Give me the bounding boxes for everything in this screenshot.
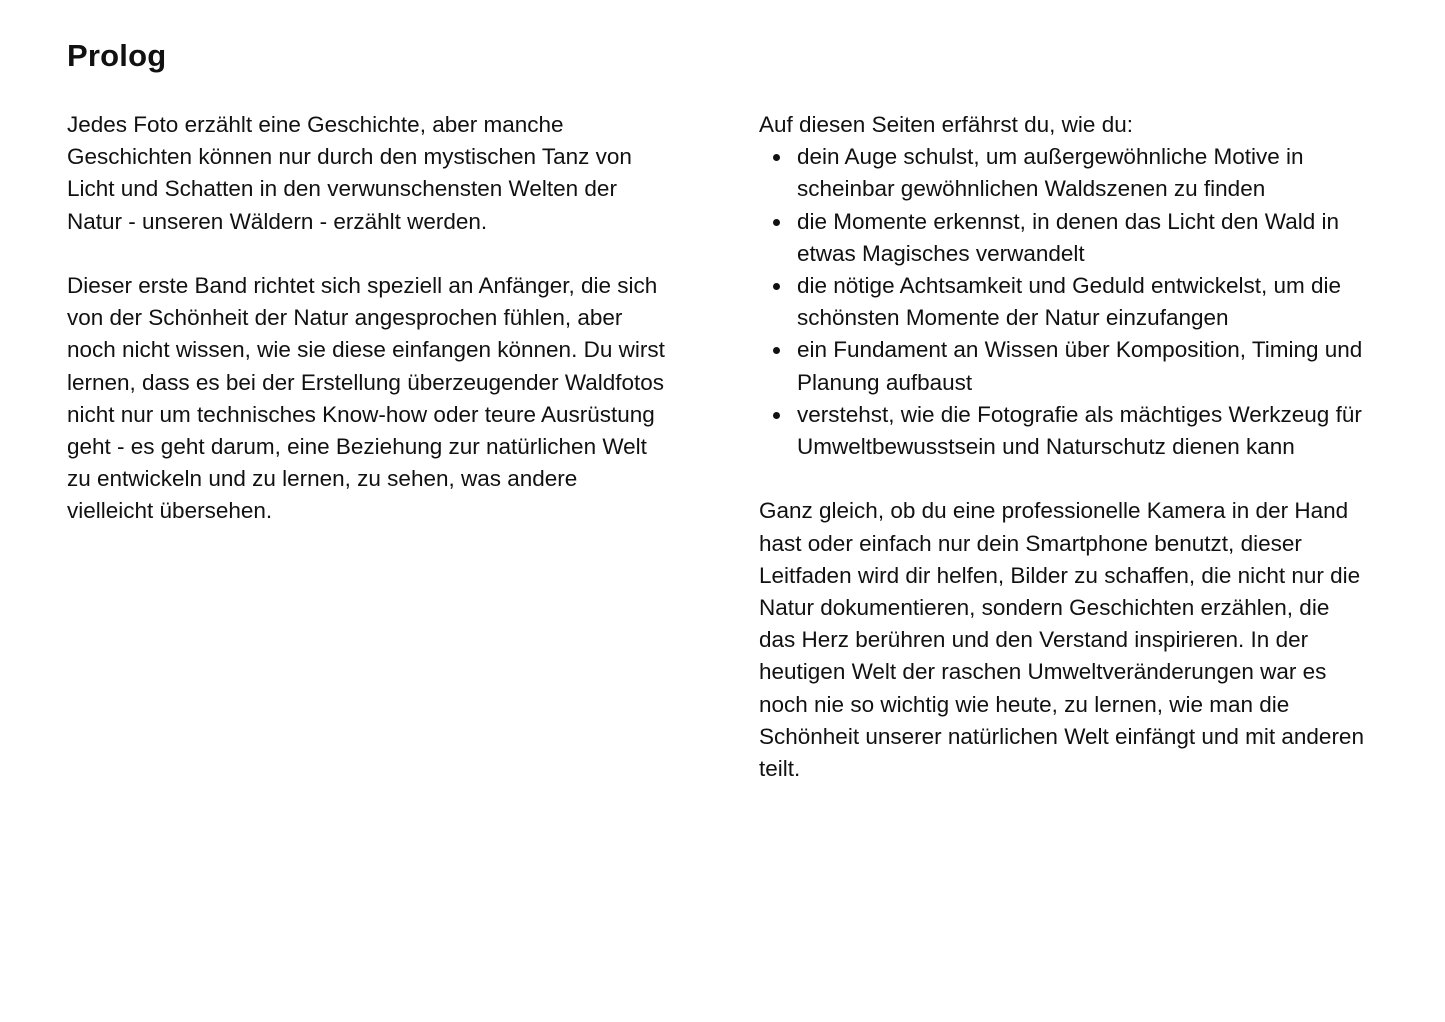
closing-paragraph: Ganz gleich, ob du eine professionelle Kamera in der Hand hast oder einfach nur dein Smartphone benutzt, dieser Leitfaden wird dir helfen, Bilder zu schaffen, die nicht nur die Natur dokumentieren, sondern Geschichten erzählen, die das Herz berühren und den Verstand inspirieren. In der heutigen Welt der raschen Umweltveränderungen war es noch nie so wichtig wie heute, zu lernen, wie man die Schönheit unserer natürlichen Welt einfängt und mit anderen teilt. [759, 498, 1364, 782]
list-item: ein Fundament an Wissen über Komposition, Timing und Planung aufbaust [797, 334, 1369, 398]
paragraph-spacer [67, 238, 667, 270]
list-item: dein Auge schulst, um außergewöhnliche Motive in scheinbar gewöhnlichen Waldszenen zu finden [797, 141, 1369, 205]
audience-paragraph: Dieser erste Band richtet sich speziell an Anfänger, die sich von der Schönheit der Natur angesprochen fühlen, aber noch nicht wissen, wie sie diese einfangen können. Du wirst lernen, dass es bei der Erstellung überzeugender Waldfotos nicht nur um technisches Know-how oder teure Ausrüstung geht - es geht darum, eine Beziehung zur natürlichen Welt zu entwickeln und zu lernen, zu sehen, was andere vielleicht übersehen. [67, 273, 665, 524]
list-item: die nötige Achtsamkeit und Geduld entwickelst, um die schönsten Momente der Natur einzufangen [797, 270, 1369, 334]
intro-paragraph: Jedes Foto erzählt eine Geschichte, aber manche Geschichten können nur durch den mystischen Tanz von Licht und Schatten in den verwunschensten Welten der Natur - unseren Wäldern - erzählt werden. [67, 112, 632, 234]
right-column [759, 109, 1369, 785]
list-item: verstehst, wie die Fotografie als mächtiges Werkzeug für Umweltbewusstsein und Naturschutz dienen kann [797, 399, 1369, 463]
list-item: die Momente erkennst, in denen das Licht den Wald in etwas Magisches verwandelt [797, 206, 1369, 270]
left-column [67, 109, 667, 528]
paragraph-spacer [759, 463, 1369, 495]
list-intro: Auf diesen Seiten erfährst du, wie du: [759, 112, 1133, 137]
learning-goals-list [759, 141, 1369, 463]
page-title: Prolog [67, 38, 167, 73]
